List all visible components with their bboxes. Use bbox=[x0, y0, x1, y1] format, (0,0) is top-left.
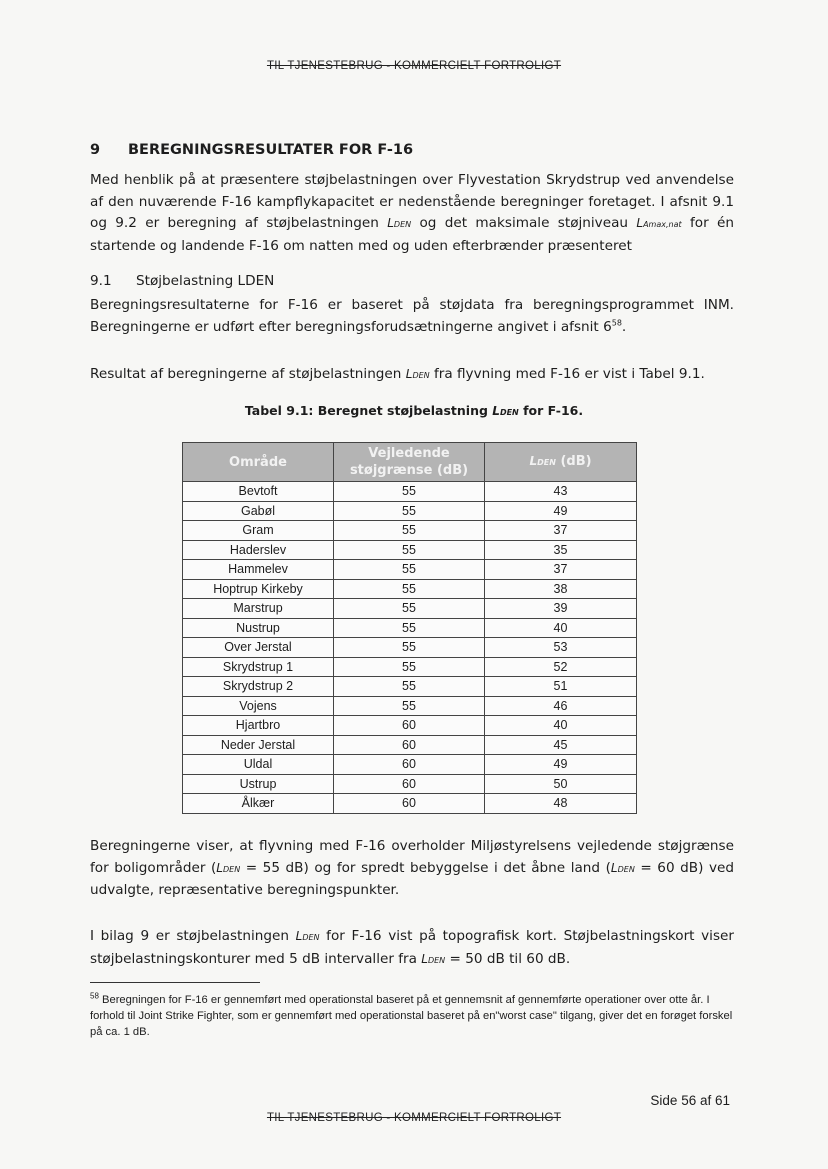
header-limit-line2: støjgrænse (dB) bbox=[349, 463, 469, 478]
cell-limit: 55 bbox=[334, 521, 485, 541]
cell-area: Hjartbro bbox=[183, 716, 334, 736]
table-header-row bbox=[183, 443, 637, 482]
footnote-text: Beregningen for F-16 er gennemført med operationstal baseret på et gennemsnit af gennemførte operationer over otte år. I forhold til Joint Strike Fighter, som er gennemført med operationstal baseret på en"worst case" tilgang, giver det en forøget forskel på ca. 1 dB. bbox=[90, 994, 733, 1038]
section-heading bbox=[90, 142, 413, 158]
cell-area: Ålkær bbox=[183, 794, 334, 814]
symbol-sub: Amax,nat bbox=[643, 220, 682, 229]
cell-area: Ustrup bbox=[183, 774, 334, 794]
subsection-title: Støjbelastning LDEN bbox=[136, 273, 275, 289]
cell-limit: 55 bbox=[334, 599, 485, 619]
lden-symbol bbox=[296, 929, 320, 943]
cell-limit: 55 bbox=[334, 560, 485, 580]
symbol-main: L bbox=[492, 404, 500, 418]
symbol-main: L bbox=[529, 454, 538, 468]
classification-header: TIL TJENESTEBRUG - KOMMERCIELT FORTROLIGT bbox=[266, 60, 562, 72]
cell-lden: 51 bbox=[485, 677, 637, 697]
cell-area: Gram bbox=[183, 521, 334, 541]
cell-area: Uldal bbox=[183, 755, 334, 775]
cell-limit: 60 bbox=[334, 735, 485, 755]
result-text-1: Resultat af beregningerne af støjbelastningen bbox=[90, 366, 406, 382]
cell-area: Bevtoft bbox=[183, 482, 334, 502]
table-row bbox=[183, 599, 637, 619]
appendix-text-2: for F-16 vist på topografisk kort. Støjbelastningskort viser støjbelastningskonturer med 5 dB intervaller fra bbox=[90, 928, 734, 967]
classification-footer: TIL TJENESTEBRUG - KOMMERCIELT FORTROLIGT bbox=[266, 1112, 562, 1124]
cell-limit: 55 bbox=[334, 638, 485, 658]
method-paragraph bbox=[90, 295, 734, 338]
cell-area: Hoptrup Kirkeby bbox=[183, 579, 334, 599]
cell-limit: 60 bbox=[334, 716, 485, 736]
cell-lden: 40 bbox=[485, 618, 637, 638]
symbol-main: L bbox=[387, 216, 394, 230]
table-row bbox=[183, 579, 637, 599]
cell-lden: 53 bbox=[485, 638, 637, 658]
lden-symbol bbox=[421, 952, 445, 966]
result-text-2: fra flyvning med F-16 er vist i Tabel 9.1. bbox=[429, 366, 705, 382]
cell-lden: 52 bbox=[485, 657, 637, 677]
table-body bbox=[183, 482, 637, 814]
symbol-main: L bbox=[636, 216, 644, 230]
table-row bbox=[183, 638, 637, 658]
cell-area: Skrydstrup 2 bbox=[183, 677, 334, 697]
cell-lden: 35 bbox=[485, 540, 637, 560]
cell-area: Skrydstrup 1 bbox=[183, 657, 334, 677]
cell-lden: 37 bbox=[485, 560, 637, 580]
noise-table bbox=[182, 442, 637, 814]
symbol-sub: DEN bbox=[499, 408, 519, 417]
cell-lden: 49 bbox=[485, 755, 637, 775]
symbol-sub: DEN bbox=[222, 864, 241, 874]
symbol-main: L bbox=[405, 367, 413, 381]
header-area-label: Område bbox=[229, 454, 287, 470]
intro-paragraph bbox=[90, 170, 734, 257]
header-limit bbox=[334, 443, 485, 482]
appendix-text-3: = 50 dB til 60 dB. bbox=[445, 950, 571, 967]
cell-limit: 55 bbox=[334, 579, 485, 599]
lamax-symbol bbox=[636, 216, 681, 230]
lden-symbol bbox=[611, 861, 635, 875]
table-row bbox=[183, 501, 637, 521]
table-row bbox=[183, 540, 637, 560]
symbol-main: L bbox=[421, 951, 428, 966]
cell-limit: 55 bbox=[334, 696, 485, 716]
cell-area: Nustrup bbox=[183, 618, 334, 638]
cell-limit: 55 bbox=[334, 657, 485, 677]
cell-area: Haderslev bbox=[183, 540, 334, 560]
cell-lden: 49 bbox=[485, 501, 637, 521]
table-row bbox=[183, 794, 637, 814]
cell-limit: 55 bbox=[334, 482, 485, 502]
section-title: BEREGNINGSRESULTATER FOR F-16 bbox=[128, 142, 414, 158]
cell-lden: 45 bbox=[485, 735, 637, 755]
method-text: Beregningsresultaterne for F-16 er baseret på støjdata fra beregningsprogrammet INM. Beregningerne er udført efter beregningsforudsætningerne angivet i afsnit 6 bbox=[90, 297, 734, 335]
conclusion-text-2: = 55 dB) og for spredt bebyggelse i det åbne land ( bbox=[240, 859, 611, 876]
symbol-main: L bbox=[295, 929, 303, 943]
header-lden bbox=[485, 443, 637, 482]
footnote-number: 58 bbox=[90, 991, 99, 1001]
cell-area: Hammelev bbox=[183, 560, 334, 580]
table-row bbox=[183, 696, 637, 716]
subsection-heading bbox=[90, 273, 274, 289]
table-row bbox=[183, 774, 637, 794]
cell-limit: 60 bbox=[334, 755, 485, 775]
result-paragraph bbox=[90, 364, 734, 387]
conclusion-text-1: Beregningerne viser, at flyvning med F-16 overholder Miljøstyrelsens vejledende støjgrænse for boligområder ( bbox=[90, 838, 734, 876]
page-number: Side 56 af 61 bbox=[650, 1093, 730, 1108]
conclusion-paragraph bbox=[90, 836, 734, 902]
method-text-end: . bbox=[621, 318, 627, 335]
cell-limit: 55 bbox=[334, 677, 485, 697]
footnote-ref: 58 bbox=[611, 317, 622, 327]
cell-area: Neder Jerstal bbox=[183, 735, 334, 755]
symbol-sub: DEN bbox=[412, 371, 430, 380]
cell-lden: 46 bbox=[485, 696, 637, 716]
lden-symbol bbox=[529, 454, 555, 468]
intro-text-2: og det maksimale støjniveau bbox=[411, 215, 637, 231]
lden-symbol bbox=[216, 861, 240, 875]
header-lden-unit: (dB) bbox=[555, 454, 592, 469]
cell-area: Vojens bbox=[183, 696, 334, 716]
cell-area: Gabøl bbox=[183, 501, 334, 521]
cell-lden: 40 bbox=[485, 716, 637, 736]
cell-lden: 48 bbox=[485, 794, 637, 814]
symbol-sub: DEN bbox=[617, 864, 635, 874]
caption-suffix: for F-16. bbox=[518, 403, 584, 418]
table-row bbox=[183, 755, 637, 775]
subsection-number: 9.1 bbox=[90, 273, 112, 289]
cell-limit: 60 bbox=[334, 774, 485, 794]
symbol-main: L bbox=[610, 860, 618, 875]
table-row bbox=[183, 735, 637, 755]
table-row bbox=[183, 716, 637, 736]
symbol-sub: DEN bbox=[537, 458, 556, 467]
lden-symbol bbox=[406, 367, 430, 381]
table-row bbox=[183, 521, 637, 541]
cell-limit: 55 bbox=[334, 540, 485, 560]
table-row bbox=[183, 618, 637, 638]
intro-text-1: Med henblik på at præsentere støjbelastningen over Flyvestation Skrydstrup ved anvendelse af den nuværende F-16 kampflykapacitet er nedenstående beregninger foretaget. I afsnit 9.1 og 9.2 er beregning af støjbelastningen bbox=[90, 172, 734, 231]
conclusion-text-3: = 60 dB) ved udvalgte, repræsentative beregningspunkter. bbox=[90, 859, 734, 898]
cell-area: Marstrup bbox=[183, 599, 334, 619]
cell-limit: 60 bbox=[334, 794, 485, 814]
symbol-sub: DEN bbox=[302, 933, 320, 942]
cell-lden: 39 bbox=[485, 599, 637, 619]
cell-area: Over Jerstal bbox=[183, 638, 334, 658]
symbol-sub: DEN bbox=[393, 220, 412, 229]
cell-lden: 50 bbox=[485, 774, 637, 794]
section-number: 9 bbox=[90, 142, 101, 158]
appendix-paragraph bbox=[90, 926, 734, 971]
lden-symbol bbox=[387, 216, 411, 230]
cell-lden: 37 bbox=[485, 521, 637, 541]
symbol-main: L bbox=[216, 860, 223, 875]
cell-limit: 55 bbox=[334, 618, 485, 638]
table-row bbox=[183, 560, 637, 580]
table-caption bbox=[0, 403, 828, 418]
table-row bbox=[183, 657, 637, 677]
appendix-text-1: I bilag 9 er støjbelastningen bbox=[90, 928, 296, 944]
header-area bbox=[183, 443, 334, 482]
table-row bbox=[183, 677, 637, 697]
footnote-divider bbox=[90, 982, 260, 983]
cell-limit: 55 bbox=[334, 501, 485, 521]
caption-prefix: Tabel 9.1: Beregnet støjbelastning bbox=[244, 403, 493, 418]
symbol-sub: DEN bbox=[427, 955, 446, 965]
cell-lden: 38 bbox=[485, 579, 637, 599]
table-row bbox=[183, 482, 637, 502]
footnote bbox=[90, 992, 734, 1040]
cell-lden: 43 bbox=[485, 482, 637, 502]
header-limit-line1: Vejledende bbox=[368, 446, 450, 461]
lden-symbol bbox=[492, 404, 518, 418]
intro-text-3: for én startende og landende F-16 om natten med og uden efterbrænder præsenteret bbox=[90, 215, 734, 254]
